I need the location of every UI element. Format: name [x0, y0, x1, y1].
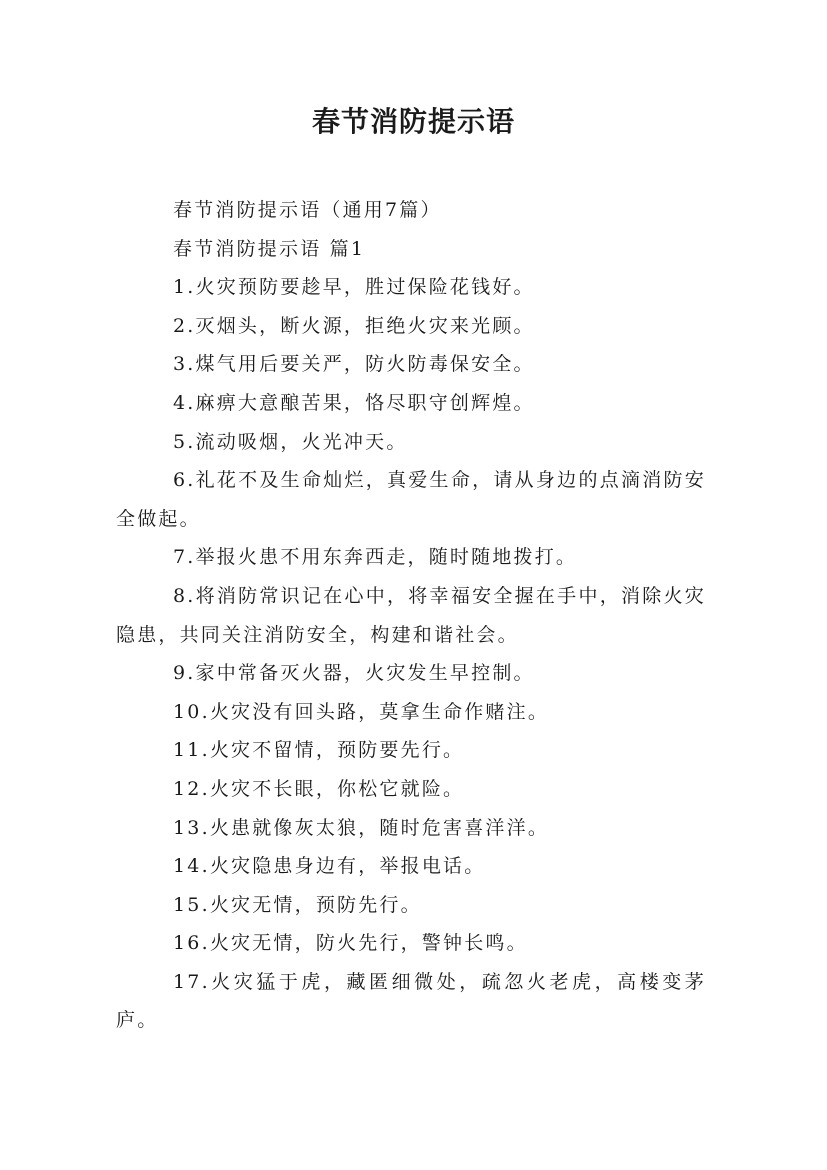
- document-title: 春节消防提示语: [311, 105, 515, 138]
- list-item: 4.麻痹大意酿苦果，恪尽职守创辉煌。: [173, 391, 535, 414]
- list-item: 15.火灾无情，预防先行。: [173, 893, 422, 916]
- document-body: [116, 191, 706, 1040]
- list-item: 3.煤气用后要关严，防火防毒保安全。: [173, 353, 535, 376]
- list-item: 5.流动吸烟，火光冲天。: [173, 430, 408, 453]
- list-item: 2.灭烟头，断火源，拒绝火灾来光顾。: [173, 314, 535, 337]
- list-item: 11.火灾不留情，预防要先行。: [173, 739, 465, 762]
- paragraph-section-heading: 春节消防提示语 篇1: [173, 237, 366, 260]
- list-item: 8.将消防常识记在心中，将幸福安全握在手中，消除火灾隐患，共同关注消防安全，构建和谐社会。: [116, 584, 706, 646]
- list-item: 7.举报火患不用东奔西走，随时随地拨打。: [173, 546, 578, 569]
- list-item: 6.礼花不及生命灿烂，真爱生命，请从身边的点滴消防安全做起。: [116, 469, 706, 530]
- list-item: 9.家中常备灭火器，火灾发生早控制。: [173, 662, 535, 685]
- paragraph-intro: 春节消防提示语（通用7篇）: [173, 199, 442, 221]
- list-item: 14.火灾隐患身边有，举报电话。: [173, 855, 486, 878]
- list-item: 16.火灾无情，防火先行，警钟长鸣。: [173, 932, 528, 955]
- list-item: 17.火灾猛于虎，藏匿细微处，疏忽火老虎，高楼变茅庐。: [116, 970, 706, 1032]
- list-item: 12.火灾不长眼，你松它就险。: [173, 777, 465, 800]
- list-item: 1.火灾预防要趁早，胜过保险花钱好。: [173, 276, 535, 299]
- list-item: 10.火灾没有回头路，莫拿生命作赌注。: [173, 700, 550, 723]
- list-item: 13.火患就像灰太狼，随时危害喜洋洋。: [173, 816, 550, 839]
